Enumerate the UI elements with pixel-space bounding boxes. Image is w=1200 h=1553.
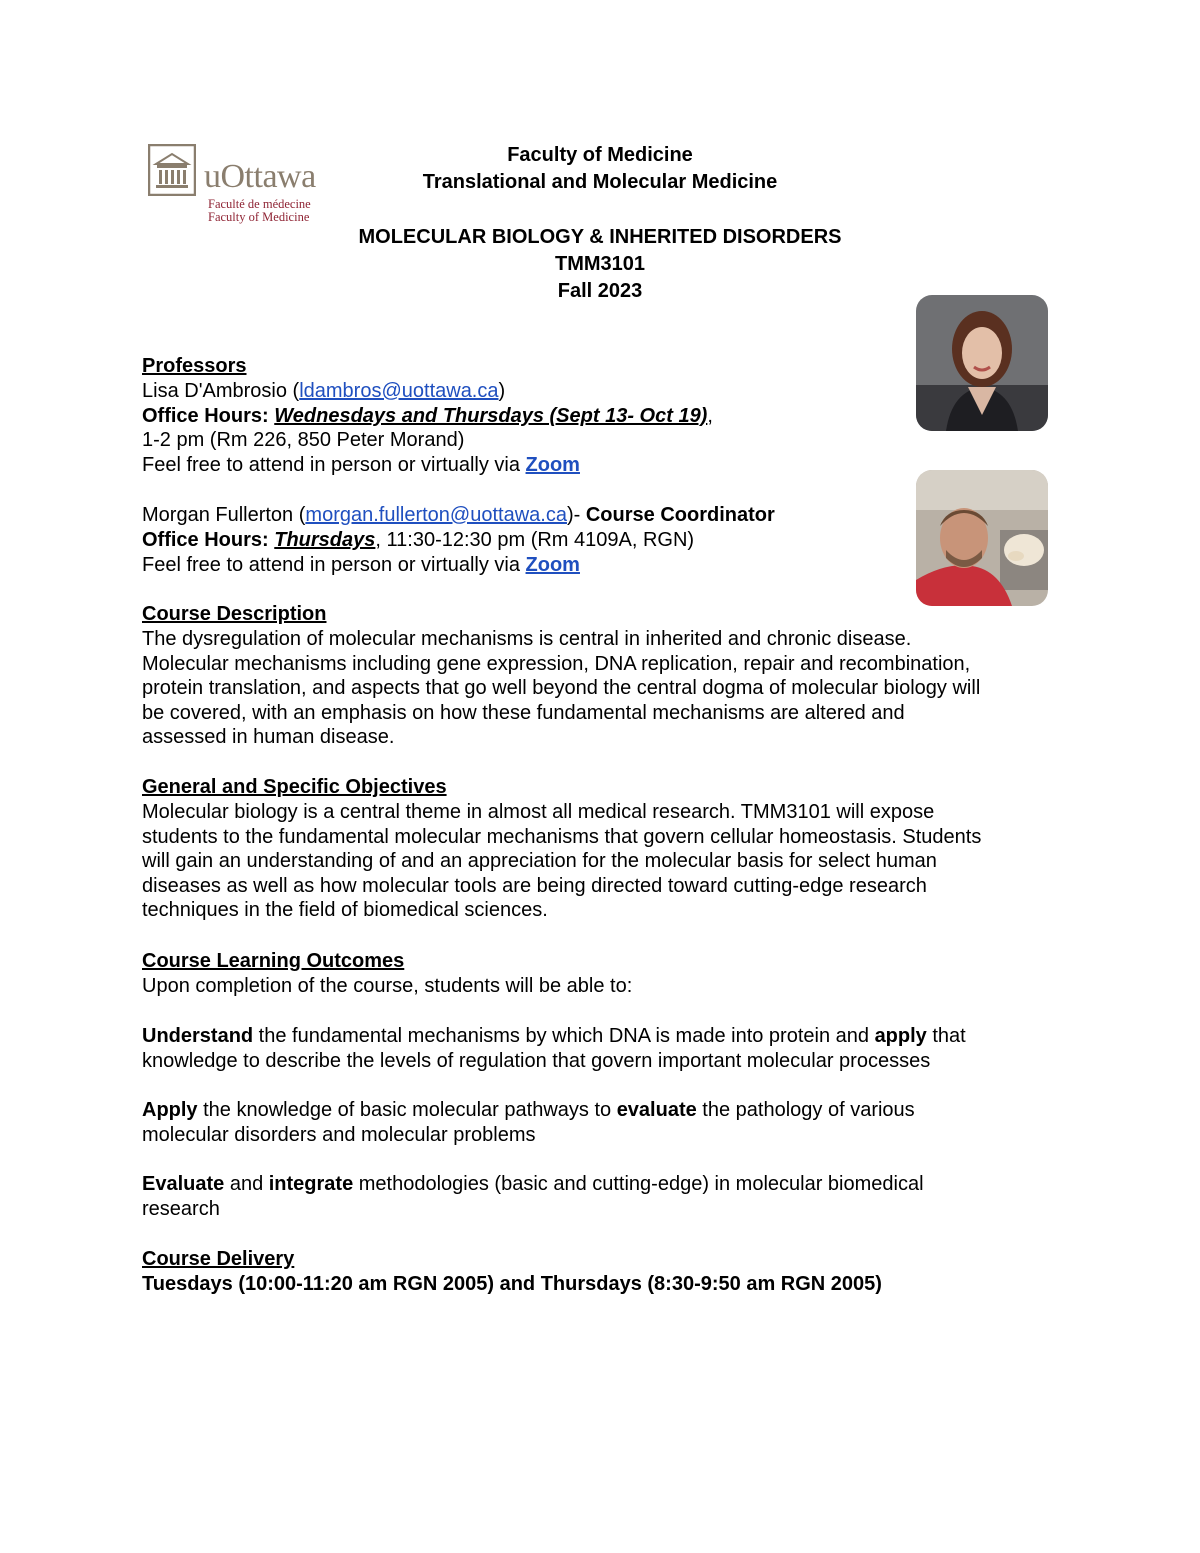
objectives-line: students to the fundamental molecular mechanisms that govern cellular homeostasis. Students	[142, 825, 982, 848]
logo-wordmark: uOttawa	[204, 158, 316, 195]
outcome-text: the knowledge of basic molecular pathways to	[197, 1099, 617, 1121]
professor-2-attend-line	[142, 553, 580, 578]
course-description-text	[142, 627, 1062, 750]
professor-2-office-hours	[142, 528, 694, 553]
outcome-text: methodologies (basic and cutting-edge) in molecular biomedical	[353, 1173, 924, 1195]
outcome-1-line-1	[142, 1024, 966, 1049]
learning-outcomes-intro: Upon completion of the course, students will be able to:	[142, 975, 633, 997]
zoom-link[interactable]: Zoom	[525, 454, 580, 476]
objectives-line: Molecular biology is a central theme in almost all medical research. TMM3101 will expose	[142, 801, 935, 823]
description-line: assessed in human disease.	[142, 726, 395, 749]
zoom-link[interactable]: Zoom	[525, 554, 580, 576]
professor-1-office-time: 1-2 pm (Rm 226, 850 Peter Morand)	[142, 429, 465, 451]
faculty-title: Faculty of Medicine	[507, 144, 693, 166]
office-hours-label: Office Hours:	[142, 405, 269, 427]
professor-1-email-link[interactable]: ldambros@uottawa.ca	[299, 380, 499, 402]
logo-subtitle-fr: Faculté de médecine	[208, 197, 311, 211]
professor-1-name-line	[142, 379, 505, 404]
professor-1-attend-line	[142, 453, 580, 478]
logo-subtitle-en: Faculty of Medicine	[208, 210, 310, 224]
outcome-2-line-1	[142, 1098, 915, 1123]
course-coordinator-role: Course Coordinator	[585, 504, 775, 526]
attend-text: Feel free to attend in person or virtually via	[142, 454, 526, 476]
professor-2-office-days: Thursdays	[274, 529, 376, 551]
objectives-text	[142, 800, 1062, 923]
outcome-3-line-2: research	[142, 1198, 220, 1220]
description-line: be covered, with an emphasis on how these fundamental mechanisms are altered and	[142, 701, 905, 724]
outcome-1-line-2: knowledge to describe the levels of regulation that govern important molecular processes	[142, 1050, 931, 1072]
outcome-keyword: evaluate	[616, 1099, 697, 1121]
learning-outcomes-heading: Course Learning Outcomes	[142, 950, 405, 972]
objectives-line: techniques in the field of biomedical sciences.	[142, 899, 548, 922]
professor-2-name: Morgan Fullerton (	[142, 504, 306, 526]
outcome-text: and	[224, 1173, 269, 1195]
professor-2-name-suffix: )-	[566, 504, 586, 526]
outcome-2-line-2: molecular disorders and molecular problems	[142, 1124, 536, 1146]
description-line: Molecular mechanisms including gene expression, DNA replication, repair and recombination,	[142, 652, 971, 675]
outcome-keyword: Evaluate	[142, 1173, 225, 1195]
outcome-3-line-1	[142, 1172, 924, 1197]
outcome-text: the fundamental mechanisms by which DNA is made into protein and	[253, 1025, 875, 1047]
outcome-keyword: Apply	[142, 1099, 198, 1121]
course-description-heading: Course Description	[142, 603, 327, 625]
outcome-keyword: apply	[874, 1025, 927, 1047]
professor-1-office-hours	[142, 404, 713, 429]
department-title: Translational and Molecular Medicine	[422, 171, 778, 193]
professor-1-name: Lisa D'Ambrosio (	[142, 380, 300, 402]
outcome-text: that	[926, 1025, 966, 1047]
outcome-keyword: Understand	[142, 1025, 254, 1047]
office-days-trail: ,	[707, 405, 713, 427]
course-delivery-schedule: Tuesdays (10:00-11:20 am RGN 2005) and Thursdays (8:30-9:50 am RGN 2005)	[142, 1273, 882, 1295]
attend-text: Feel free to attend in person or virtually via	[142, 554, 526, 576]
professor-photo-dambrosio	[916, 295, 1048, 431]
course-term: Fall 2023	[557, 280, 643, 302]
professor-2-email-link[interactable]: morgan.fullerton@uottawa.ca	[305, 504, 567, 526]
course-code: TMM3101	[554, 253, 646, 275]
professor-photo-fullerton	[916, 470, 1048, 606]
professor-2-office-time: , 11:30-12:30 pm (Rm 4109A, RGN)	[375, 529, 695, 551]
objectives-line: will gain an understanding of and an appreciation for the molecular basis for select human	[142, 850, 937, 873]
objectives-line: diseases as well as how molecular tools are being directed toward cutting-edge research	[142, 874, 927, 897]
professors-heading: Professors	[142, 355, 247, 377]
description-line: The dysregulation of molecular mechanisms is central in inherited and chronic disease.	[142, 628, 912, 650]
outcome-text: the pathology of various	[696, 1099, 915, 1121]
professor-2-name-line	[142, 503, 775, 528]
objectives-heading: General and Specific Objectives	[142, 776, 447, 798]
outcome-keyword: integrate	[268, 1173, 354, 1195]
office-hours-label: Office Hours:	[142, 529, 269, 551]
course-delivery-heading: Course Delivery	[142, 1248, 295, 1270]
course-title: MOLECULAR BIOLOGY & INHERITED DISORDERS	[358, 226, 842, 248]
professor-1-name-suffix: )	[498, 380, 506, 402]
professor-1-office-days: Wednesdays and Thursdays (Sept 13- Oct 19)	[274, 405, 708, 427]
description-line: protein translation, and aspects that go well beyond the central dogma of molecular biology will	[142, 677, 981, 700]
